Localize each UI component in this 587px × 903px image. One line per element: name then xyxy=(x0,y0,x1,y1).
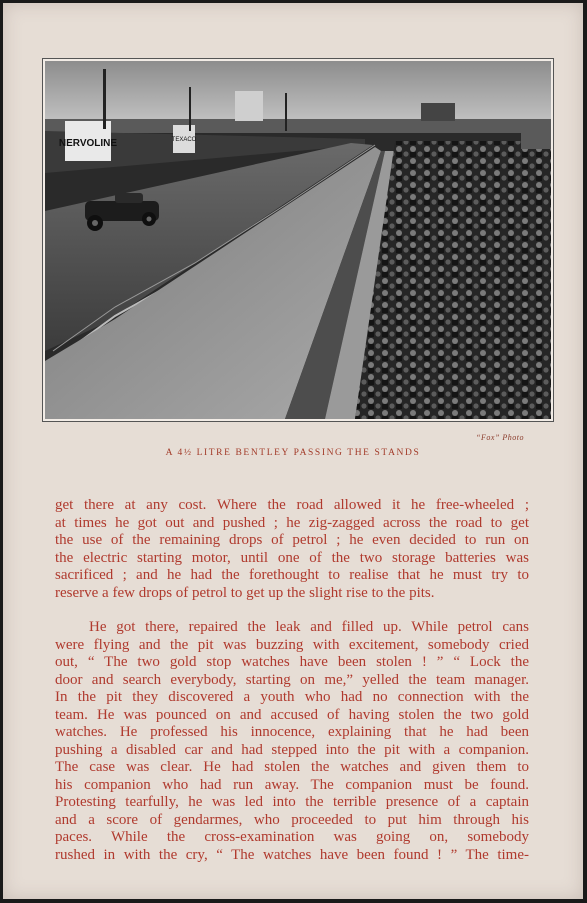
text-line: door and search everybody, starting on me,” yelled the team manager. xyxy=(55,671,529,688)
text-line: rushed in with the cry, “ The watches have been found ! ” The time- xyxy=(55,846,529,863)
text-line: get there at any cost. Where the road allowed it he free-wheeled ; xyxy=(55,497,529,513)
paragraph-2 xyxy=(55,619,529,864)
photo-illustration xyxy=(45,61,551,419)
photo-credit: “Fox” Photo xyxy=(476,433,524,442)
photo-caption: A 4½ LITRE BENTLEY PASSING THE STANDS xyxy=(165,448,421,458)
race-photograph xyxy=(43,59,553,421)
book-page xyxy=(3,3,583,899)
text-line: In the pit they discovered a youth who had no connection with the xyxy=(55,689,529,705)
text-line-last: reserve a few drops of petrol to get up the slight rise to the pits. xyxy=(55,584,435,601)
text-line: paces. While the cross-examination was going on, somebody xyxy=(55,829,529,845)
text-line: at times he got out and pushed ; he zig-zagged across the road to get xyxy=(55,514,529,531)
text-line: He got there, repaired the leak and filled up. While petrol cans xyxy=(89,619,529,635)
text-line: the electric starting motor, until one of the two storage batteries was xyxy=(55,549,529,566)
text-line: The case was clear. He had stolen the watches and given them to xyxy=(55,759,529,775)
text-line: the use of the remaining drops of petrol ; he even decided to run on xyxy=(55,532,529,548)
sign-texaco: TEXACO xyxy=(171,137,197,143)
text-line: were flying and the pit was buzzing with excitement, somebody cried xyxy=(55,636,529,653)
text-line: his companion who had run away. The companion must be found. xyxy=(55,776,529,793)
text-line: sacrificed ; and he had the forethought to realise that he must try to xyxy=(55,567,529,583)
text-line: watches. He professed his innocence, explaining that he had been xyxy=(55,724,529,740)
text-line: team. He was pounced on and accused of having stolen the two gold xyxy=(55,706,529,723)
text-line: Protesting tearfully, he was led into the terrible presence of a captain xyxy=(55,794,529,810)
text-line: and a score of gendarmes, who proceeded to put him through his xyxy=(55,811,529,828)
paragraph-1 xyxy=(55,497,529,602)
text-line: pushing a disabled car and had stepped into the pit with a companion. xyxy=(55,741,529,758)
sign-nervoline: NERVOLINE xyxy=(58,138,118,149)
text-line: out, “ The two gold stop watches have been stolen ! ” “ Lock the xyxy=(55,654,529,670)
